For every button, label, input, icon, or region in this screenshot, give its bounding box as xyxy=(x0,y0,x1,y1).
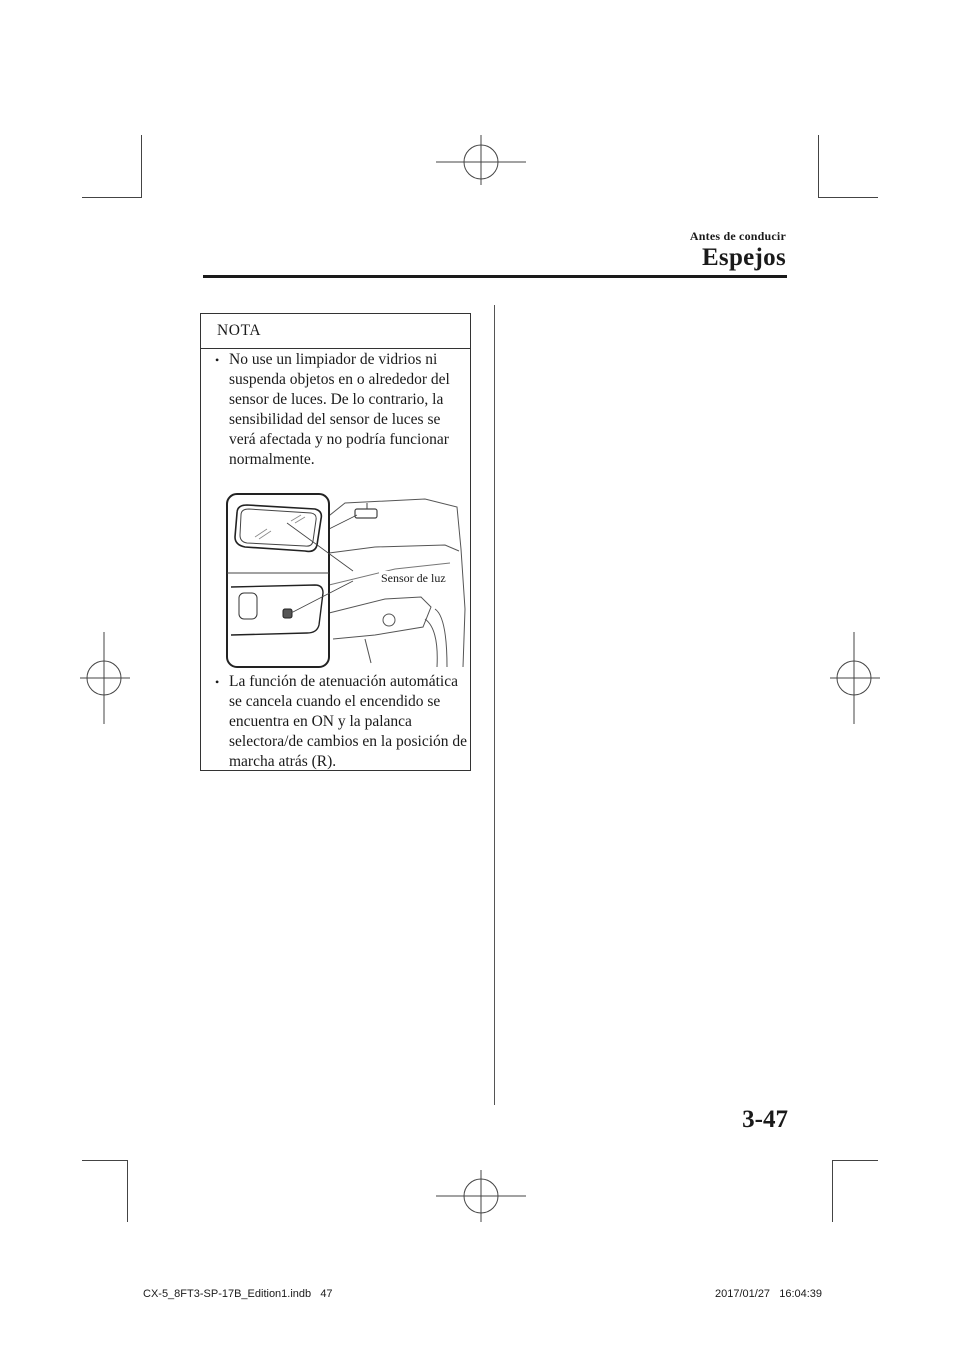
light-sensor-figure xyxy=(225,489,469,669)
section-label: Antes de conducir xyxy=(689,229,786,243)
figure-label-light-sensor: Sensor de luz xyxy=(381,571,446,585)
bullet-marker: • xyxy=(215,675,220,689)
note-bullet-text: No use un limpiador de vidrios ni suspenda objetos en o alrededor del sensor de luces. De lo contrario, la sensibilidad del sensor de luces se verá afectada y no podría funcionar normalmente. xyxy=(229,351,450,468)
note-bullet-1 xyxy=(215,350,467,470)
note-box xyxy=(200,313,471,771)
registration-mark-right xyxy=(830,632,880,724)
note-bullet-text: La función de atenuación automática se cancela cuando el encendido se encuentra en ON y la palanca selectora/de cambios en la posición de marcha atrás (R). xyxy=(229,673,468,770)
bullet-marker: • xyxy=(215,353,220,367)
header-rule xyxy=(203,275,787,278)
footer-timestamp: 2017/01/27 16:04:39 xyxy=(715,1288,823,1300)
registration-mark-top xyxy=(436,135,526,195)
note-bullet-2 xyxy=(215,672,467,772)
section-title: Espejos xyxy=(701,244,786,271)
registration-mark-left xyxy=(80,632,130,724)
page-number: 3-47 xyxy=(742,1106,788,1133)
footer-file-name: CX-5_8FT3-SP-17B_Edition1.indb 47 xyxy=(143,1288,333,1300)
column-divider xyxy=(494,305,495,1105)
registration-mark-bottom xyxy=(436,1170,526,1230)
note-title: NOTA xyxy=(201,314,470,349)
